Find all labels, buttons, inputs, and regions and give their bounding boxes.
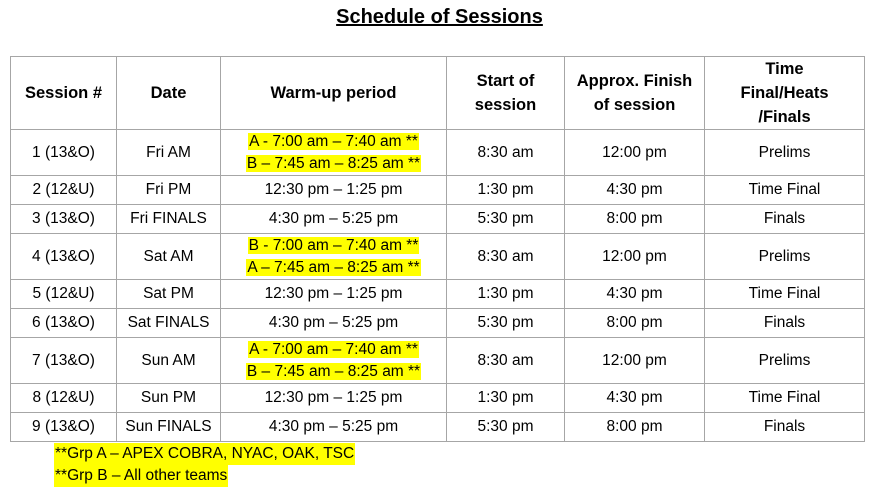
header-start xyxy=(447,57,565,130)
cell-type: Prelims xyxy=(705,338,865,384)
cell-session: 3 (13&O) xyxy=(11,205,117,234)
cell-session: 6 (13&O) xyxy=(11,309,117,338)
cell-start: 8:30 am xyxy=(447,130,565,176)
cell-session: 7 (13&O) xyxy=(11,338,117,384)
cell-type: Time Final xyxy=(705,384,865,413)
header-finish-line2: of session xyxy=(593,96,676,114)
cell-finish: 8:00 pm xyxy=(565,309,705,338)
header-date: Date xyxy=(117,57,221,130)
warmup-group-a: A - 7:00 am – 7:40 am ** xyxy=(249,340,418,358)
cell-start: 5:30 pm xyxy=(447,205,565,234)
cell-finish: 12:00 pm xyxy=(565,130,705,176)
cell-session: 5 (12&U) xyxy=(11,280,117,309)
cell-type: Prelims xyxy=(705,130,865,176)
cell-warmup xyxy=(221,338,447,384)
warmup-group-b: B – 7:45 am – 8:25 am ** xyxy=(246,154,421,172)
cell-session: 8 (12&U) xyxy=(11,384,117,413)
page-title: Schedule of Sessions xyxy=(336,6,543,28)
cell-date: Sun PM xyxy=(117,384,221,413)
cell-type: Finals xyxy=(705,205,865,234)
cell-start: 1:30 pm xyxy=(447,384,565,413)
cell-type: Finals xyxy=(705,413,865,442)
cell-start: 5:30 pm xyxy=(447,413,565,442)
cell-type: Time Final xyxy=(705,280,865,309)
cell-session: 1 (13&O) xyxy=(11,130,117,176)
cell-warmup: 4:30 pm – 5:25 pm xyxy=(221,309,447,338)
cell-session: 2 (12&U) xyxy=(11,176,117,205)
cell-date: Sat AM xyxy=(117,234,221,280)
cell-date: Sat FINALS xyxy=(117,309,221,338)
cell-date: Fri PM xyxy=(117,176,221,205)
table-row xyxy=(11,205,865,234)
cell-warmup xyxy=(221,130,447,176)
warmup-group-a: A – 7:45 am – 8:25 am ** xyxy=(247,258,420,276)
cell-warmup: 12:30 pm – 1:25 pm xyxy=(221,384,447,413)
cell-start: 8:30 am xyxy=(447,234,565,280)
group-notes xyxy=(54,443,355,487)
table-row xyxy=(11,176,865,205)
cell-type: Time Final xyxy=(705,176,865,205)
header-start-line1: Start of xyxy=(476,72,535,90)
cell-date: Fri FINALS xyxy=(117,205,221,234)
header-type xyxy=(705,57,865,130)
header-type-line3: /Finals xyxy=(758,108,811,126)
cell-warmup: 12:30 pm – 1:25 pm xyxy=(221,280,447,309)
cell-warmup: 12:30 pm – 1:25 pm xyxy=(221,176,447,205)
cell-start: 8:30 am xyxy=(447,338,565,384)
table-row xyxy=(11,338,865,384)
warmup-group-a: A - 7:00 am – 7:40 am ** xyxy=(249,132,418,150)
cell-finish: 8:00 pm xyxy=(565,205,705,234)
cell-warmup xyxy=(221,234,447,280)
cell-finish: 4:30 pm xyxy=(565,384,705,413)
cell-warmup: 4:30 pm – 5:25 pm xyxy=(221,205,447,234)
cell-finish: 12:00 pm xyxy=(565,234,705,280)
cell-finish: 8:00 pm xyxy=(565,413,705,442)
cell-date: Sun FINALS xyxy=(117,413,221,442)
table-row xyxy=(11,234,865,280)
cell-date: Fri AM xyxy=(117,130,221,176)
table-row xyxy=(11,309,865,338)
cell-session: 4 (13&O) xyxy=(11,234,117,280)
header-start-line2: session xyxy=(474,96,537,114)
cell-start: 1:30 pm xyxy=(447,176,565,205)
header-session: Session # xyxy=(11,57,117,130)
cell-finish: 4:30 pm xyxy=(565,280,705,309)
warmup-group-b: B - 7:00 am – 7:40 am ** xyxy=(248,236,419,254)
header-finish xyxy=(565,57,705,130)
header-type-line1: Time xyxy=(765,60,804,78)
table-row xyxy=(11,413,865,442)
cell-finish: 4:30 pm xyxy=(565,176,705,205)
cell-finish: 12:00 pm xyxy=(565,338,705,384)
cell-type: Finals xyxy=(705,309,865,338)
cell-date: Sun AM xyxy=(117,338,221,384)
header-warmup: Warm-up period xyxy=(221,57,447,130)
table-row xyxy=(11,130,865,176)
note-group-b: **Grp B – All other teams xyxy=(54,465,228,487)
schedule-table xyxy=(10,56,865,442)
cell-type: Prelims xyxy=(705,234,865,280)
cell-start: 1:30 pm xyxy=(447,280,565,309)
cell-session: 9 (13&O) xyxy=(11,413,117,442)
warmup-group-b: B – 7:45 am – 8:25 am ** xyxy=(246,362,421,380)
note-group-a: **Grp A – APEX COBRA, NYAC, OAK, TSC xyxy=(54,443,355,465)
cell-start: 5:30 pm xyxy=(447,309,565,338)
cell-date: Sat PM xyxy=(117,280,221,309)
table-row xyxy=(11,280,865,309)
table-header-row xyxy=(11,57,865,130)
header-finish-line1: Approx. Finish xyxy=(576,72,693,90)
table-row xyxy=(11,384,865,413)
cell-warmup: 4:30 pm – 5:25 pm xyxy=(221,413,447,442)
header-type-line2: Final/Heats xyxy=(740,84,829,102)
